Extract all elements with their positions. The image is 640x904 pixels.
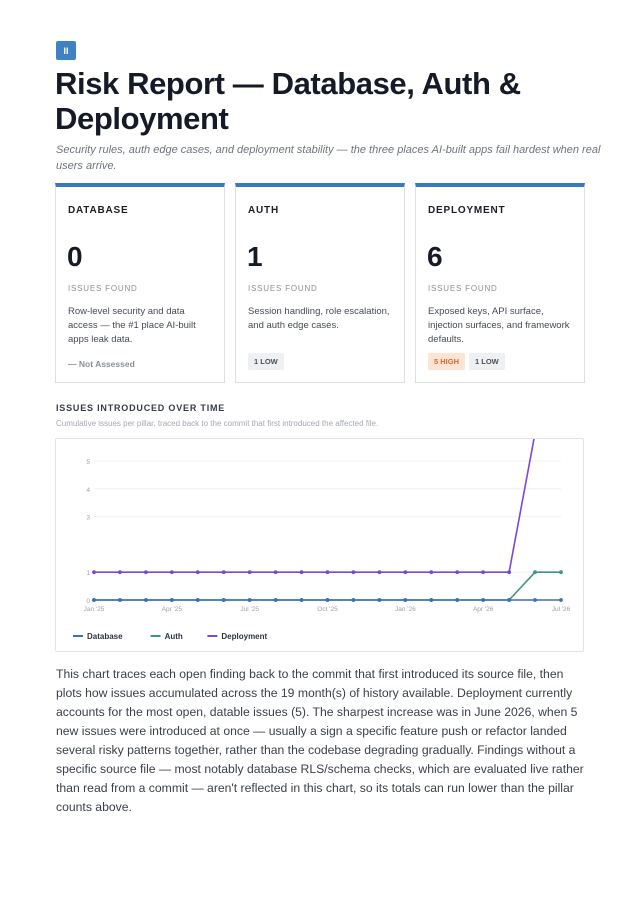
data-point-database bbox=[533, 598, 537, 602]
legend-label: Database bbox=[87, 632, 123, 641]
assessment-status: — Not Assessed bbox=[68, 359, 135, 369]
data-point-database bbox=[507, 598, 511, 602]
x-tick-label: Jan '26 bbox=[394, 606, 416, 613]
chart-explanation: This chart traces each open finding back to the commit that first introduced its source file, then plots how issues accumulated across the 19 month(s) of history available. Deployment currently accounts for the most open, datable issues (5). The sharpest increase was in June 2026, when 5 new issues were introduced at once — usually a sign a specific feature push or refactor landed several risky patterns together, rather than the codebase degrading gradually. Findings without a specific source file — most notably database RLS/schema checks, which are evaluated live rather than read from a commit — aren't reflected in this chart, so its totals can run lower than the pillar counts above. bbox=[56, 667, 584, 814]
x-tick-label: Jul '26 bbox=[551, 606, 571, 613]
issues-line-chart bbox=[56, 439, 585, 653]
data-point-deployment bbox=[170, 570, 174, 574]
data-point-deployment bbox=[352, 570, 356, 574]
data-point-deployment bbox=[92, 570, 96, 574]
card-description: Session handling, role escalation, and auth edge cases. bbox=[248, 306, 390, 331]
card-title: AUTH bbox=[248, 205, 279, 216]
data-point-deployment bbox=[507, 570, 511, 574]
data-point-database bbox=[170, 598, 174, 602]
section-number-badge: II bbox=[56, 41, 76, 60]
x-tick-label: Jan '25 bbox=[83, 606, 105, 613]
pillar-card-deployment bbox=[415, 183, 585, 383]
severity-badge-high: 5 HIGH bbox=[428, 353, 465, 370]
data-point-deployment bbox=[300, 570, 304, 574]
data-point-deployment bbox=[429, 570, 433, 574]
data-point-deployment bbox=[248, 570, 252, 574]
data-point-deployment bbox=[118, 570, 122, 574]
data-point-database bbox=[559, 598, 563, 602]
data-point-deployment bbox=[403, 570, 407, 574]
data-point-database bbox=[481, 598, 485, 602]
data-point-deployment bbox=[326, 570, 330, 574]
x-tick-label: Oct '25 bbox=[317, 606, 338, 613]
data-point-database bbox=[429, 598, 433, 602]
data-point-deployment bbox=[222, 570, 226, 574]
card-description: Exposed keys, API surface, injection surfaces, and framework defaults. bbox=[428, 306, 570, 345]
chart-section-subtitle: Cumulative issues per pillar, traced back to the commit that first introduced the affected file. bbox=[56, 419, 379, 428]
severity-badge-low: 1 LOW bbox=[469, 353, 505, 370]
data-point-deployment bbox=[377, 570, 381, 574]
card-title: DATABASE bbox=[68, 205, 129, 216]
page-subtitle: Security rules, auth edge cases, and deployment stability — the three places AI-built apps fail hardest when real users arrive. bbox=[56, 144, 601, 172]
page-title: Risk Report — Database, Auth & Deployment bbox=[55, 66, 521, 136]
data-point-database bbox=[403, 598, 407, 602]
data-point-database bbox=[352, 598, 356, 602]
data-point-database bbox=[455, 598, 459, 602]
x-tick-label: Apr '25 bbox=[161, 606, 183, 613]
issue-count: 0 bbox=[67, 241, 83, 272]
issue-count-label: ISSUES FOUND bbox=[68, 284, 138, 293]
y-tick-label: 0 bbox=[86, 598, 90, 605]
data-point-database bbox=[248, 598, 252, 602]
chart-container bbox=[55, 438, 584, 652]
data-point-auth bbox=[533, 570, 537, 574]
legend-label: Auth bbox=[164, 632, 183, 641]
data-point-database bbox=[144, 598, 148, 602]
y-tick-label: 4 bbox=[86, 486, 90, 494]
y-tick-label: 1 bbox=[86, 570, 90, 578]
y-tick-label: 3 bbox=[86, 514, 90, 522]
chart-section-title: ISSUES INTRODUCED OVER TIME bbox=[56, 403, 226, 413]
data-point-deployment bbox=[144, 570, 148, 574]
issue-count-label: ISSUES FOUND bbox=[428, 284, 498, 293]
data-point-database bbox=[326, 598, 330, 602]
data-point-deployment bbox=[196, 570, 200, 574]
y-tick-label: 5 bbox=[86, 459, 90, 466]
x-tick-label: Apr '26 bbox=[472, 606, 494, 613]
card-description: Row-level security and data access — the #1 place AI-built apps leak data. bbox=[68, 306, 196, 345]
data-point-database bbox=[274, 598, 278, 602]
series-line-auth bbox=[94, 572, 561, 600]
data-point-database bbox=[92, 598, 96, 602]
data-point-deployment bbox=[481, 570, 485, 574]
pillar-card-database bbox=[55, 183, 225, 383]
data-point-deployment bbox=[455, 570, 459, 574]
data-point-database bbox=[377, 598, 381, 602]
data-point-database bbox=[300, 598, 304, 602]
card-title: DEPLOYMENT bbox=[428, 205, 506, 216]
series-line-deployment bbox=[94, 439, 561, 572]
data-point-database bbox=[118, 598, 122, 602]
data-point-auth bbox=[559, 570, 563, 574]
issue-count: 6 bbox=[427, 241, 443, 272]
data-point-deployment bbox=[274, 570, 278, 574]
data-point-database bbox=[196, 598, 200, 602]
issue-count-label: ISSUES FOUND bbox=[248, 284, 318, 293]
severity-badge-low: 1 LOW bbox=[248, 353, 284, 370]
legend-label: Deployment bbox=[221, 632, 268, 641]
issue-count: 1 bbox=[247, 241, 263, 272]
pillar-card-auth bbox=[235, 183, 405, 383]
data-point-database bbox=[222, 598, 226, 602]
x-tick-label: Jul '25 bbox=[240, 606, 259, 613]
